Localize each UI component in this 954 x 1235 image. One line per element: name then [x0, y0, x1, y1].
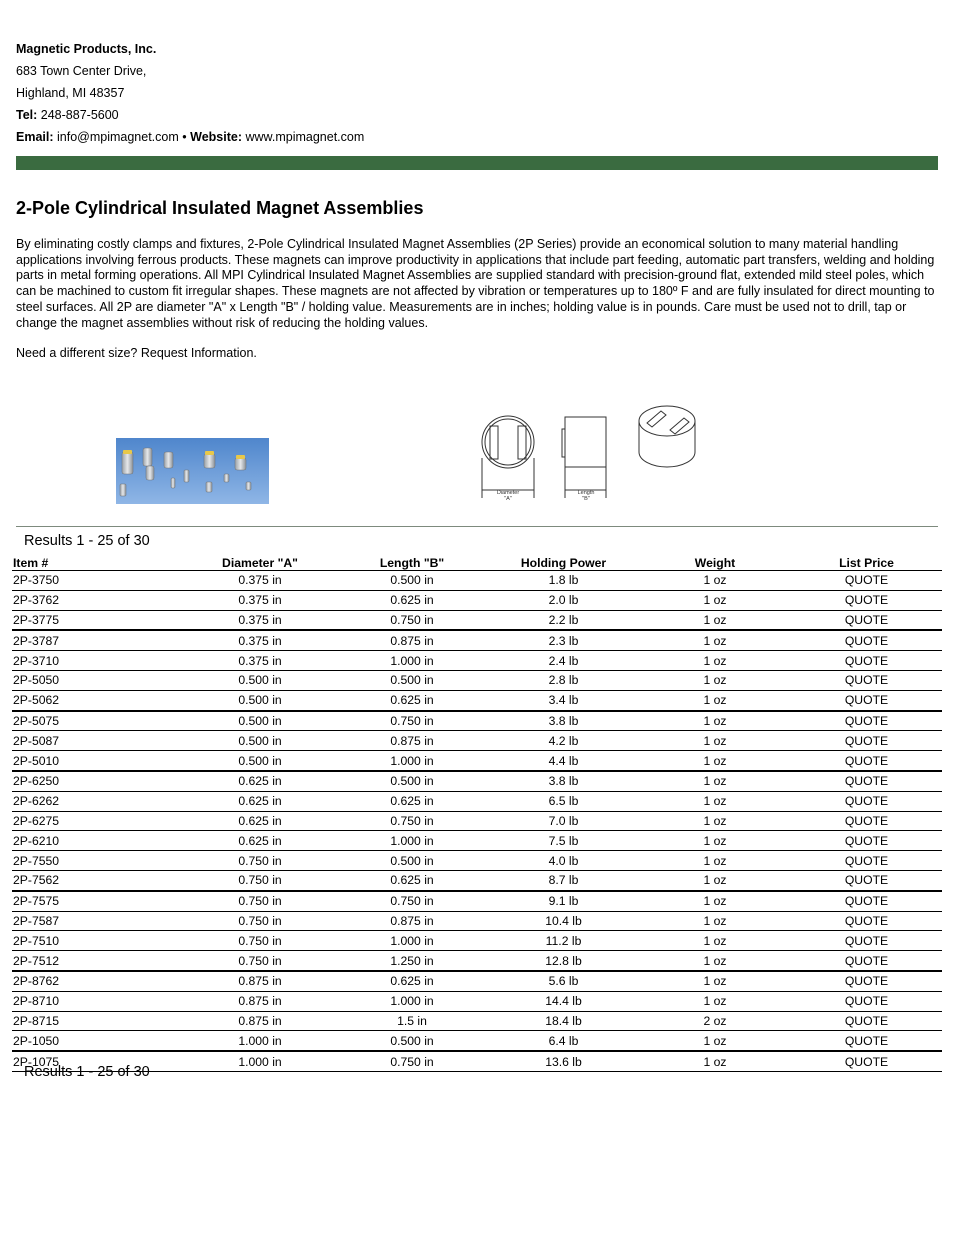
col-diameter: Diameter "A" — [184, 554, 336, 571]
cell-diameter: 0.625 in — [184, 811, 336, 831]
cell-holding: 8.7 lb — [488, 870, 639, 890]
cell-diameter: 0.375 in — [184, 610, 336, 630]
dimension-drawing — [476, 400, 701, 504]
cell-item: 2P-8710 — [12, 991, 184, 1011]
table-row — [12, 811, 942, 831]
cell-price[interactable]: QUOTE — [791, 971, 942, 991]
cell-item: 2P-3710 — [12, 651, 184, 671]
cell-diameter: 1.000 in — [184, 1031, 336, 1051]
cell-length: 1.5 in — [336, 1011, 488, 1031]
cell-length: 1.250 in — [336, 951, 488, 971]
table-row — [12, 771, 942, 791]
cell-length: 1.000 in — [336, 931, 488, 951]
cell-weight: 1 oz — [639, 991, 791, 1011]
cell-item: 2P-6250 — [12, 771, 184, 791]
cell-price[interactable]: QUOTE — [791, 630, 942, 650]
cell-length: 0.750 in — [336, 610, 488, 630]
cell-diameter: 0.500 in — [184, 711, 336, 731]
cell-holding: 2.4 lb — [488, 651, 639, 671]
address-line-2: Highland, MI 48357 — [16, 86, 125, 100]
cell-price[interactable]: QUOTE — [791, 731, 942, 751]
table-row — [12, 651, 942, 671]
cell-holding: 7.5 lb — [488, 831, 639, 851]
table-row — [12, 991, 942, 1011]
cell-diameter: 0.875 in — [184, 971, 336, 991]
cell-price[interactable]: QUOTE — [791, 791, 942, 811]
cell-holding: 3.8 lb — [488, 711, 639, 731]
cell-weight: 1 oz — [639, 931, 791, 951]
email-website-line — [16, 128, 364, 150]
table-row — [12, 870, 942, 890]
table-row — [12, 891, 942, 911]
cell-holding: 4.4 lb — [488, 751, 639, 771]
cell-weight: 1 oz — [639, 891, 791, 911]
cell-item: 2P-7562 — [12, 870, 184, 890]
cell-weight: 1 oz — [639, 971, 791, 991]
table-row — [12, 831, 942, 851]
cell-holding: 18.4 lb — [488, 1011, 639, 1031]
cell-weight: 1 oz — [639, 1031, 791, 1051]
tel-label: Tel: — [16, 108, 38, 122]
table-header-row — [12, 554, 942, 571]
cell-price[interactable]: QUOTE — [791, 711, 942, 731]
cell-weight: 1 oz — [639, 851, 791, 871]
company-name: Magnetic Products, Inc. — [16, 42, 157, 56]
cell-diameter: 0.625 in — [184, 791, 336, 811]
table-row — [12, 931, 942, 951]
cell-price[interactable]: QUOTE — [791, 870, 942, 890]
results-count-top: Results 1 - 25 of 30 — [24, 533, 150, 549]
cell-diameter: 0.625 in — [184, 831, 336, 851]
table-row — [12, 971, 942, 991]
cell-length: 0.500 in — [336, 851, 488, 871]
cell-price[interactable]: QUOTE — [791, 590, 942, 610]
cell-diameter: 0.500 in — [184, 690, 336, 710]
table-row — [12, 670, 942, 690]
cell-item: 2P-3762 — [12, 590, 184, 610]
cell-holding: 5.6 lb — [488, 971, 639, 991]
cell-length: 0.500 in — [336, 670, 488, 690]
cell-item: 2P-5087 — [12, 731, 184, 751]
diameter-sub: "A" — [504, 496, 512, 502]
phone-line — [16, 106, 364, 128]
email-label: Email: — [16, 130, 54, 144]
cell-weight: 1 oz — [639, 630, 791, 650]
table-row — [12, 791, 942, 811]
cell-weight: 2 oz — [639, 1011, 791, 1031]
cell-holding: 6.4 lb — [488, 1031, 639, 1051]
header-divider-bar — [16, 156, 938, 170]
cell-length: 0.625 in — [336, 690, 488, 710]
col-length: Length "B" — [336, 554, 488, 571]
cell-holding: 12.8 lb — [488, 951, 639, 971]
cell-length: 0.875 in — [336, 630, 488, 650]
cell-diameter: 0.750 in — [184, 870, 336, 890]
cell-holding: 11.2 lb — [488, 931, 639, 951]
cell-price[interactable]: QUOTE — [791, 991, 942, 1011]
table-row — [12, 911, 942, 931]
cell-length: 1.000 in — [336, 991, 488, 1011]
cell-price[interactable]: QUOTE — [791, 1031, 942, 1051]
cell-weight: 1 oz — [639, 1051, 791, 1071]
cell-item: 2P-6210 — [12, 831, 184, 851]
table-row — [12, 731, 942, 751]
product-photo — [116, 438, 269, 504]
cell-diameter: 0.375 in — [184, 651, 336, 671]
section-rule — [16, 526, 938, 527]
cell-weight: 1 oz — [639, 610, 791, 630]
cell-item: 2P-5075 — [12, 711, 184, 731]
table-row — [12, 1031, 942, 1051]
cell-holding: 2.8 lb — [488, 670, 639, 690]
cell-holding: 7.0 lb — [488, 811, 639, 831]
cell-length: 0.625 in — [336, 590, 488, 610]
col-list-price: List Price — [791, 554, 942, 571]
cell-diameter: 0.375 in — [184, 590, 336, 610]
table-row — [12, 630, 942, 650]
cell-weight: 1 oz — [639, 731, 791, 751]
cell-item: 2P-5062 — [12, 690, 184, 710]
cell-length: 0.500 in — [336, 571, 488, 591]
cell-length: 0.750 in — [336, 711, 488, 731]
cell-diameter: 0.375 in — [184, 571, 336, 591]
cell-diameter: 0.750 in — [184, 911, 336, 931]
cell-weight: 1 oz — [639, 670, 791, 690]
cell-price[interactable]: QUOTE — [791, 891, 942, 911]
col-item: Item # — [12, 554, 184, 571]
cell-weight: 1 oz — [639, 811, 791, 831]
table-row — [12, 951, 942, 971]
cell-length: 1.000 in — [336, 751, 488, 771]
cell-length: 0.750 in — [336, 1051, 488, 1071]
cell-weight: 1 oz — [639, 711, 791, 731]
table-row — [12, 1011, 942, 1031]
cell-price[interactable]: QUOTE — [791, 931, 942, 951]
cell-diameter: 1.000 in — [184, 1051, 336, 1071]
cell-item: 2P-3775 — [12, 610, 184, 630]
cell-item: 2P-1075 — [12, 1051, 184, 1071]
cell-price[interactable]: QUOTE — [791, 571, 942, 591]
cell-weight: 1 oz — [639, 771, 791, 791]
cell-price[interactable]: QUOTE — [791, 831, 942, 851]
cell-holding: 2.0 lb — [488, 590, 639, 610]
website-value[interactable]: www.mpimagnet.com — [245, 130, 365, 144]
col-holding-power: Holding Power — [488, 554, 639, 571]
cell-weight: 1 oz — [639, 870, 791, 890]
cell-item: 2P-5050 — [12, 670, 184, 690]
table-row — [12, 851, 942, 871]
cell-length: 0.625 in — [336, 791, 488, 811]
cell-diameter: 0.500 in — [184, 670, 336, 690]
results-count-bottom: Results 1 - 25 of 30 — [24, 1064, 150, 1080]
cell-weight: 1 oz — [639, 690, 791, 710]
cell-diameter: 0.500 in — [184, 751, 336, 771]
intro-paragraph: By eliminating costly clamps and fixtures, 2-Pole Cylindrical Insulated Magnet Assemblies (2P Series) provide an economical solution to many material handling applications involving ferrous products. These magnets can improve productivity in applications that include part feeding, automatic part transfers, welding and holding parts in metal forming operations. All MPI Cylindrical Insulated Magnet Assemblies are supplied standard with precision-ground flat, extended mild steel poles, which can be machined to custom fit irregular shapes. These magnets are not affected by vibration or temperatures up to 180º F and are fully insulated for direct mounting to steel surfaces. All 2P are diameter "A" x Length "B" / holding value. Measurements are in inches; holding value is in pounds. Care must be used not to drill, tap or change the magnet assemblies without risk of reducing the holding values. — [16, 237, 935, 330]
cell-item: 2P-1050 — [12, 1031, 184, 1051]
cell-length: 1.000 in — [336, 651, 488, 671]
table-row — [12, 690, 942, 710]
cell-diameter: 0.875 in — [184, 991, 336, 1011]
cell-price[interactable]: QUOTE — [791, 811, 942, 831]
email-value[interactable]: info@mpimagnet.com — [57, 130, 179, 144]
diameter-label: Diameter — [496, 490, 520, 496]
cell-price[interactable]: QUOTE — [791, 911, 942, 931]
cell-holding: 13.6 lb — [488, 1051, 639, 1071]
length-sub: "B" — [582, 496, 590, 502]
cell-weight: 1 oz — [639, 791, 791, 811]
cell-length: 0.750 in — [336, 891, 488, 911]
cell-diameter: 0.750 in — [184, 951, 336, 971]
cell-item: 2P-7550 — [12, 851, 184, 871]
page-title: 2-Pole Cylindrical Insulated Magnet Assemblies — [16, 198, 424, 218]
cell-length: 0.500 in — [336, 771, 488, 791]
cell-item: 2P-3787 — [12, 630, 184, 650]
cell-diameter: 0.500 in — [184, 731, 336, 751]
cell-weight: 1 oz — [639, 571, 791, 591]
cell-holding: 10.4 lb — [488, 911, 639, 931]
cell-weight: 1 oz — [639, 911, 791, 931]
cell-length: 1.000 in — [336, 831, 488, 851]
cell-diameter: 0.750 in — [184, 891, 336, 911]
cell-length: 0.750 in — [336, 811, 488, 831]
cell-length: 0.875 in — [336, 911, 488, 931]
cell-item: 2P-7587 — [12, 911, 184, 931]
table-row — [12, 751, 942, 771]
col-weight: Weight — [639, 554, 791, 571]
table-row — [12, 711, 942, 731]
cell-holding: 3.8 lb — [488, 771, 639, 791]
cell-holding: 2.2 lb — [488, 610, 639, 630]
cell-item: 2P-3750 — [12, 571, 184, 591]
cell-price[interactable]: QUOTE — [791, 1051, 942, 1071]
cell-price[interactable]: QUOTE — [791, 951, 942, 971]
cell-price[interactable]: QUOTE — [791, 670, 942, 690]
cell-item: 2P-7510 — [12, 931, 184, 951]
cell-diameter: 0.375 in — [184, 630, 336, 650]
cell-length: 0.625 in — [336, 870, 488, 890]
cell-item: 2P-7575 — [12, 891, 184, 911]
cell-holding: 1.8 lb — [488, 571, 639, 591]
cell-price[interactable]: QUOTE — [791, 690, 942, 710]
cell-holding: 2.3 lb — [488, 630, 639, 650]
cell-item: 2P-7512 — [12, 951, 184, 971]
contact-block — [16, 40, 364, 150]
separator: • — [182, 130, 187, 144]
cell-holding: 4.2 lb — [488, 731, 639, 751]
cell-price[interactable]: QUOTE — [791, 771, 942, 791]
cell-weight: 1 oz — [639, 951, 791, 971]
table-row — [12, 590, 942, 610]
cell-weight: 1 oz — [639, 831, 791, 851]
cell-diameter: 0.875 in — [184, 1011, 336, 1031]
table-row — [12, 571, 942, 591]
table-row — [12, 1051, 942, 1071]
website-label: Website: — [190, 130, 242, 144]
cell-item: 2P-8715 — [12, 1011, 184, 1031]
cell-price[interactable]: QUOTE — [791, 1011, 942, 1031]
cell-holding: 9.1 lb — [488, 891, 639, 911]
products-table — [12, 554, 942, 1072]
cell-length: 0.625 in — [336, 971, 488, 991]
cell-item: 2P-5010 — [12, 751, 184, 771]
cell-price[interactable]: QUOTE — [791, 651, 942, 671]
cell-price[interactable]: QUOTE — [791, 851, 942, 871]
length-label: Length — [577, 490, 595, 496]
cell-holding: 14.4 lb — [488, 991, 639, 1011]
cell-weight: 1 oz — [639, 751, 791, 771]
cell-item: 2P-6262 — [12, 791, 184, 811]
cell-holding: 6.5 lb — [488, 791, 639, 811]
cell-item: 2P-8762 — [12, 971, 184, 991]
cell-length: 0.875 in — [336, 731, 488, 751]
cell-weight: 1 oz — [639, 590, 791, 610]
tel-value: 248-887-5600 — [40, 108, 119, 122]
cell-holding: 3.4 lb — [488, 690, 639, 710]
cell-price[interactable]: QUOTE — [791, 610, 942, 630]
cell-length: 0.500 in — [336, 1031, 488, 1051]
cell-item: 2P-6275 — [12, 811, 184, 831]
request-info-text[interactable]: Need a different size? Request Information. — [16, 346, 257, 360]
address-line-1: 683 Town Center Drive, — [16, 64, 147, 78]
cell-diameter: 0.750 in — [184, 851, 336, 871]
cell-diameter: 0.625 in — [184, 771, 336, 791]
cell-price[interactable]: QUOTE — [791, 751, 942, 771]
cell-diameter: 0.750 in — [184, 931, 336, 951]
table-row — [12, 610, 942, 630]
cell-weight: 1 oz — [639, 651, 791, 671]
cell-holding: 4.0 lb — [488, 851, 639, 871]
